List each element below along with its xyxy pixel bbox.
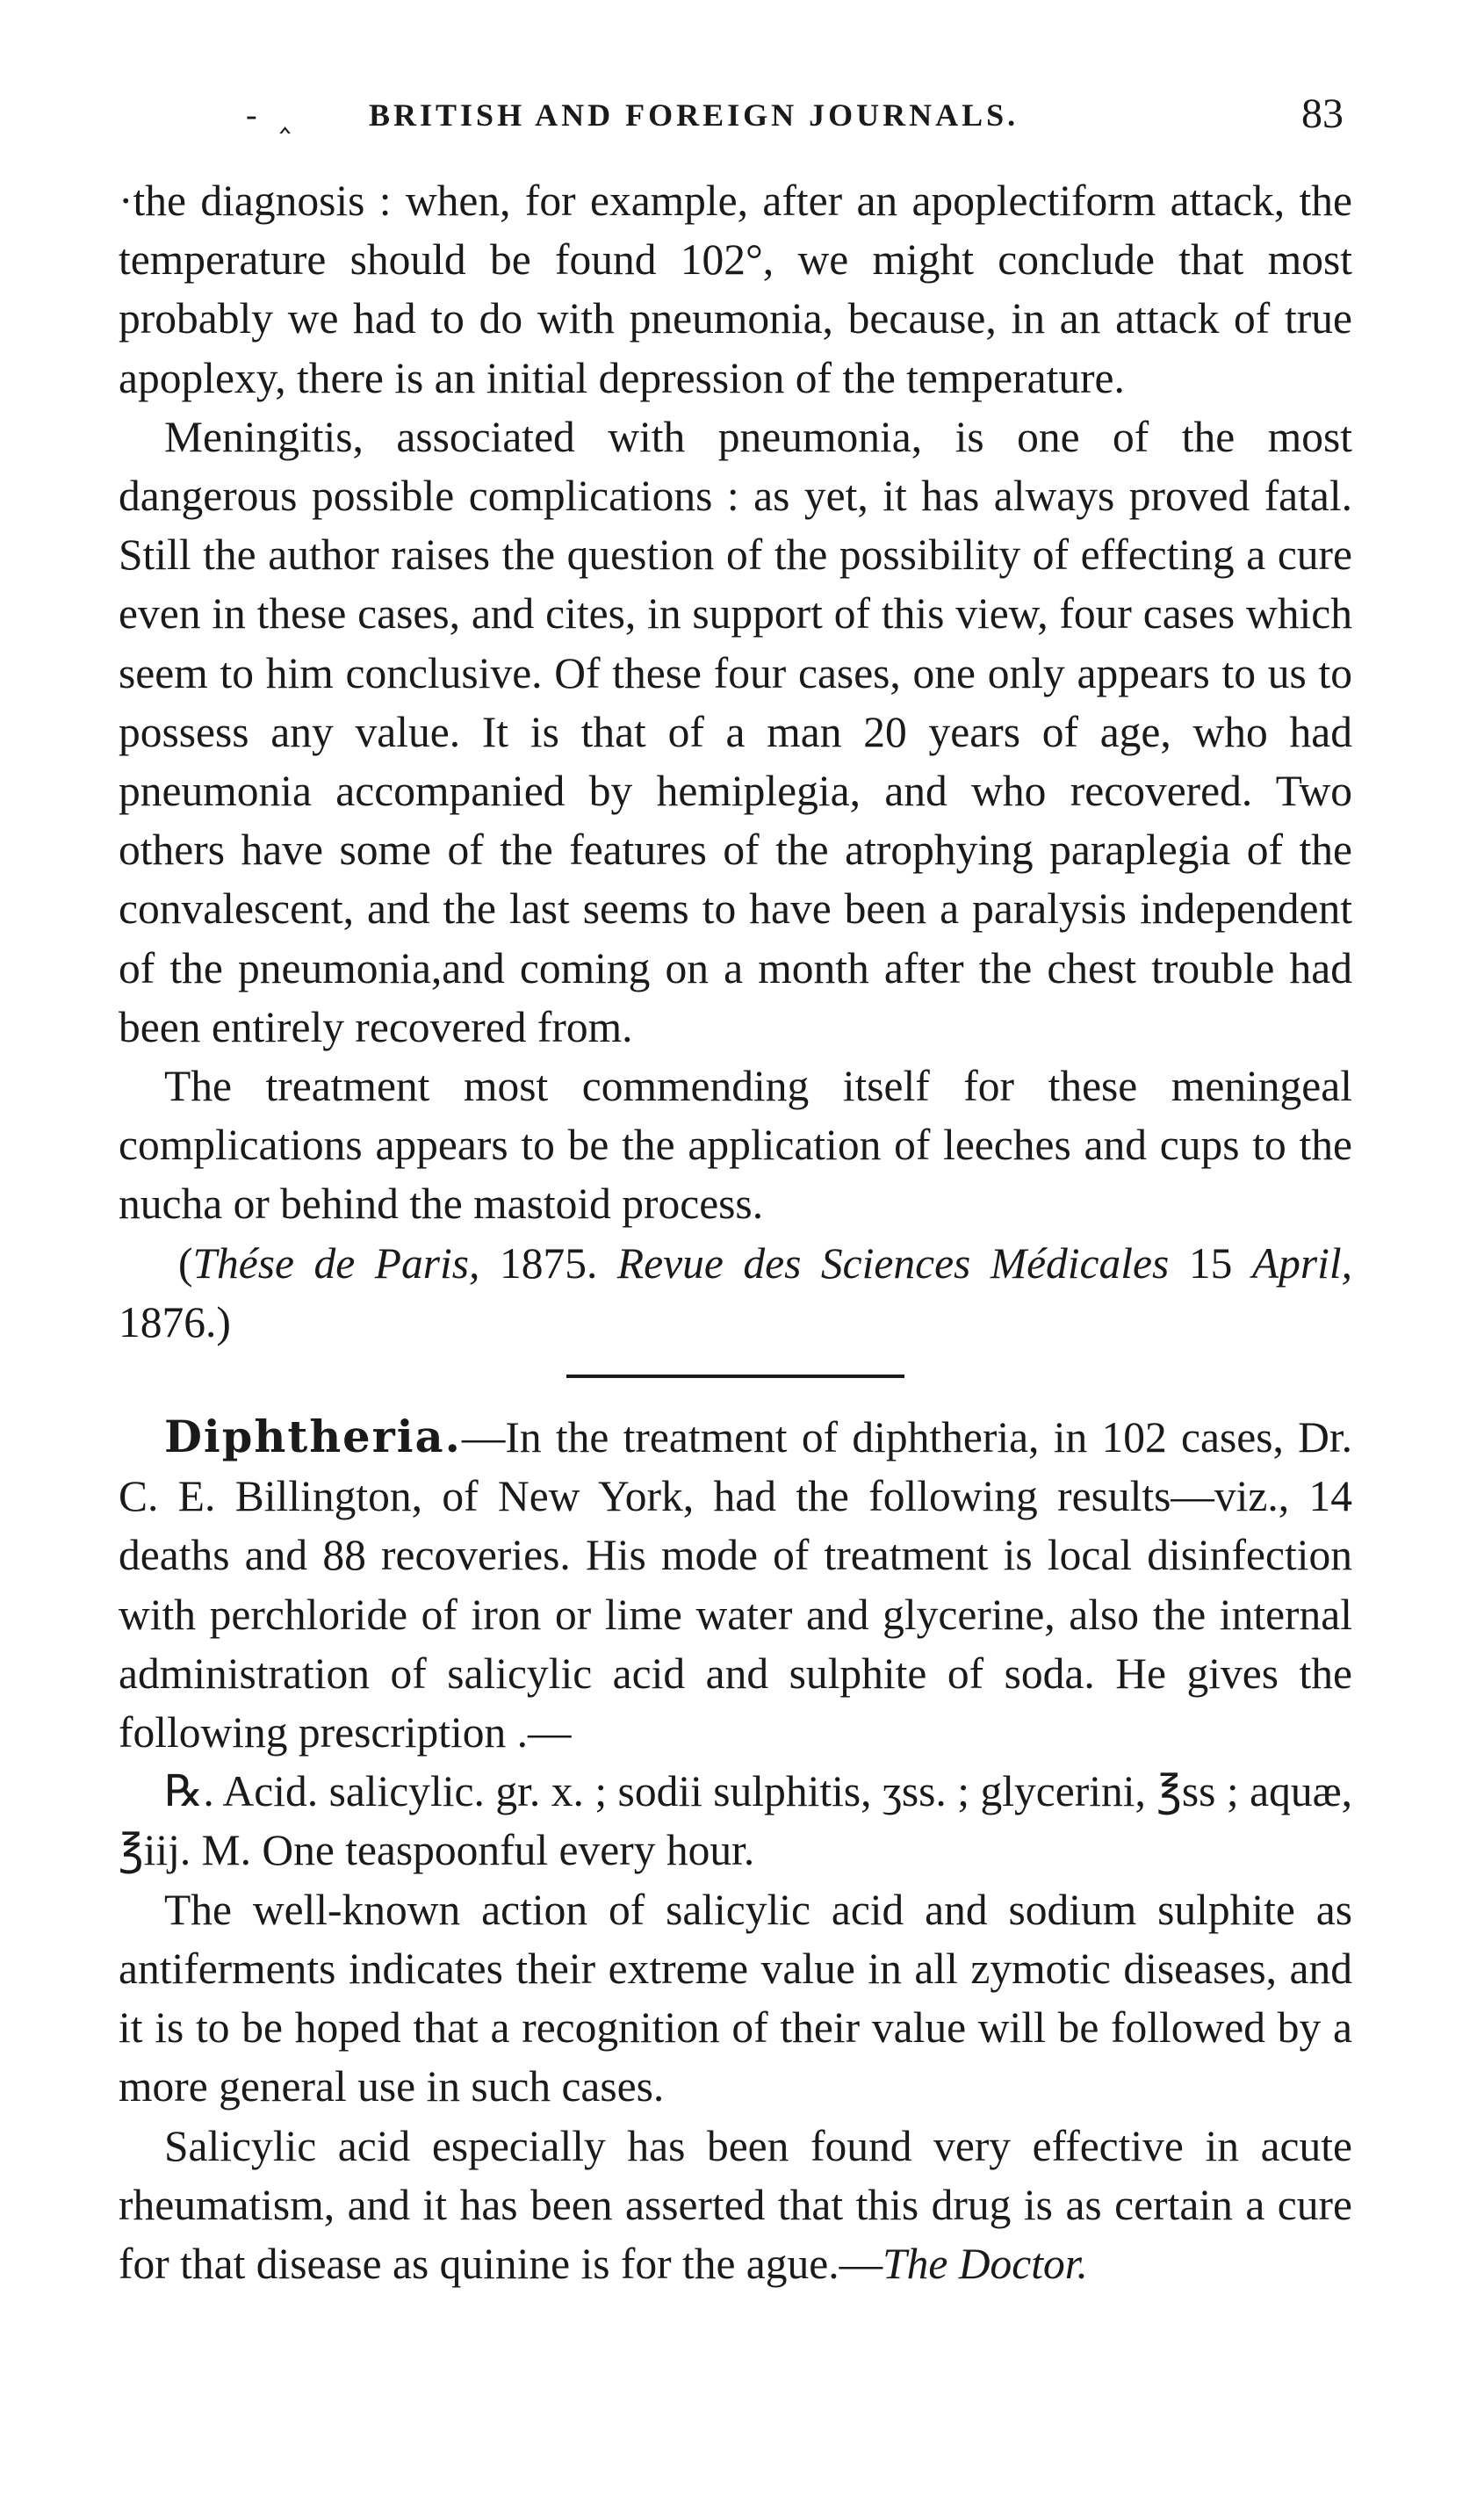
paragraph-prescription: ℞. Acid. salicylic. gr. x. ; sodii sulphitis, ʒss. ; glycerini, ℥ss ; aquæ, ℥iij. M. One teaspoonful every hour.: [119, 1767, 1352, 1875]
body-text: [119, 171, 1352, 2293]
section-heading-diphtheria: Diphtheria.: [164, 1411, 462, 1463]
citation-month: April,: [1251, 1238, 1353, 1288]
section-divider: [566, 1375, 904, 1378]
paragraph-rheumatism: [119, 2117, 1352, 2294]
paragraph-antiferments: The well-known action of salicylic acid and sodium sulphite as antiferments indicates their extreme value in all zymotic diseases, and it is to be hoped that a recognition of their value will be followed by a more general use in such cases.: [119, 1885, 1352, 2111]
citation-open: (: [178, 1238, 193, 1288]
citation-year-1875: 1875.: [479, 1238, 617, 1288]
citation-close: 1876.): [119, 1297, 231, 1346]
citation-these-de-paris: [119, 1234, 1352, 1352]
page-number: 83: [1301, 90, 1344, 137]
header-marks: - ‸: [246, 97, 299, 133]
paragraph-treatment: The treatment most commending itself for these meningeal complications appears to be the application of leeches and cups to the nucha or behind the mastoid process.: [119, 1062, 1352, 1229]
citation-work-revue: Revue des Sciences Médicales: [616, 1238, 1170, 1288]
paragraph-meningitis: Meningitis, associated with pneumonia, is one of the most dangerous possible complications : as yet, it has always proved fatal. Still the author raises the question of the possibility of effecting a cure even in these cases, and cites, in support of this view, four cases which seem to him conclusive. Of these four cases, one only appears to us to possess any value. It is that of a man 20 years of age, who had pneumonia accompanied by hemiplegia, and who recovered. Two others have some of the features of the atrophying paraplegia of the convalescent, and the last seems to have been a paralysis independent of the pneumonia,and coming on a month after the chest trouble had been entirely recovered from.: [119, 412, 1352, 1051]
citation-day: 15: [1169, 1238, 1252, 1288]
rheumatism-text: Salicylic acid especially has been found very effective in acute rheumatism, and it has been asserted that this drug is as certain a cure for that disease as quinine is for the ague.—: [119, 2121, 1352, 2288]
citation-work-these: Thése de Paris,: [192, 1238, 480, 1288]
paragraph-diphtheria: [119, 1408, 1352, 1762]
running-head: [246, 88, 1344, 141]
running-title: BRITISH AND FOREIGN JOURNALS.: [369, 97, 1019, 133]
source-the-doctor: The Doctor.: [882, 2239, 1088, 2288]
diphtheria-intro-text: —In the treatment of diphtheria, in 102 cases, Dr. C. E. Billington, of New York, had the following results—viz., 14 deaths and 88 recoveries. His mode of treatment is local disinfection with perchloride of iron or lime water and glycerine, also the internal administration of salicylic acid and sulphite of soda. He gives the following prescription .—: [119, 1413, 1352, 1757]
paragraph-diagnosis: ·the diagnosis : when, for example, after an apoplectiform attack, the temperature should be found 102°, we might conclude that most probably we had to do with pneumonia, because, in an attack of true apoplexy, there is an initial depression of the temperature.: [119, 177, 1352, 402]
